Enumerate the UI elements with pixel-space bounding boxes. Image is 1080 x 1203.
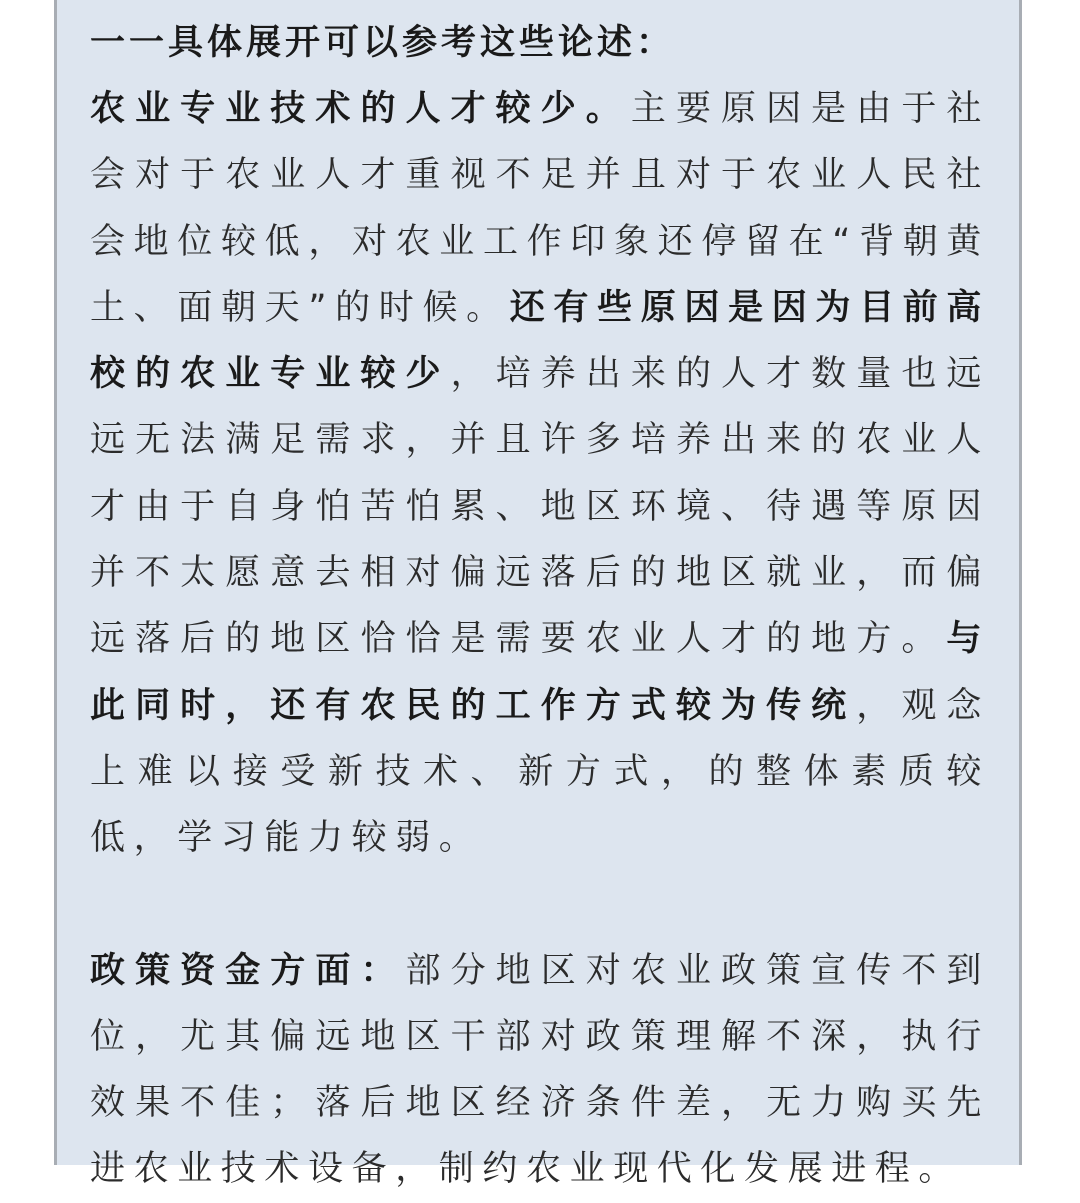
text-farmer-detail: ，观念上难以接受新技术、新方式，的整体素质较低，学习能力较弱。 [90, 685, 990, 859]
bold-phrase-talent-shortage: 农业专业技术的人才较少。 [90, 89, 631, 129]
section-heading: 一一具体展开可以参考这些论述： [90, 23, 676, 63]
bold-phrase-university-majors: 还有些原因是因为目前高校的农业专业较少 [90, 287, 990, 395]
bold-label-policy-funding: 政策资金方面： [90, 950, 406, 991]
text-policy-detail: 部分地区对农业政策宣传不到位，尤其偏远地区干部对政策理解不深，执行效果不佳；落后地区经济条件差，无力购买先进农业技术设备，制约农业现代化发展进程。 [90, 950, 990, 1190]
bold-phrase-farmer-methods: 与此同时，还有农民的工作方式较为传统 [90, 619, 990, 726]
paragraph-talent [90, 76, 990, 872]
paragraph-gap [90, 872, 990, 938]
paragraph-policy-funding [90, 938, 990, 1203]
document-content [90, 10, 990, 1203]
text-talent-reasons: 主要原因是由于社会对于农业人才重视不足并且对于农业人民社会地位较低，对农业工作印象还停留在“背朝黄土、面朝天”的时候。 [90, 89, 991, 328]
text-university-detail: ，培养出来的人才数量也远远无法满足需求，并且许多培养出来的农业人才由于自身怕苦怕累、地区环境、待遇等原因并不太愿意去相对偏远落后的地区就业，而偏远落后的地区恰恰是需要农业人才的地方。 [90, 354, 990, 660]
